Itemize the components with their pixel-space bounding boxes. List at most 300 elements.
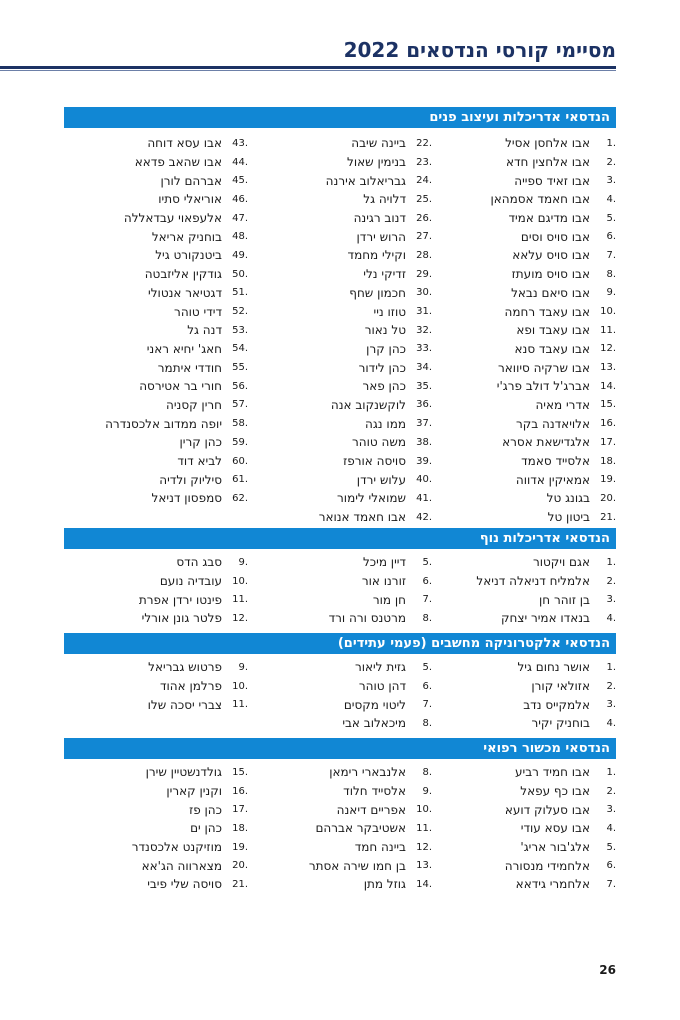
list-item: [432, 677, 616, 696]
item-number: 31.: [416, 306, 432, 318]
item-number: 2.: [606, 785, 616, 797]
item-number: 5.: [422, 661, 432, 673]
item-number: 9.: [422, 785, 432, 797]
list-item: [64, 414, 248, 433]
item-number: 12.: [416, 841, 432, 853]
graduate-name: פינטו ירדן אפרת: [138, 592, 222, 607]
list-item: [432, 134, 616, 153]
item-number: 44.: [232, 156, 248, 168]
graduate-name: אבו חאמד אנואר: [318, 510, 406, 525]
page-title: מסיימי קורסי הנדסאים 2022: [343, 38, 616, 62]
graduate-name: לוקשנקוב אנה: [330, 397, 406, 412]
list-item: [248, 658, 432, 677]
graduate-name: אבו מדיגם אמיד: [508, 211, 590, 226]
item-number: 6.: [422, 575, 432, 587]
item-number: 14.: [416, 878, 432, 890]
graduate-name: אבו סיאם נבאל: [511, 285, 590, 300]
graduate-name: מצארווה הג'אא: [141, 858, 222, 873]
names-column: [248, 134, 432, 526]
item-number: 32.: [416, 324, 432, 336]
item-number: 7.: [606, 878, 616, 890]
item-number: 6.: [606, 860, 616, 872]
graduate-name: בנאדו אמיר יצחק: [501, 611, 590, 626]
graduate-name: בגונג טל: [546, 491, 590, 506]
graduate-name: סויסה שלי פיבי: [147, 877, 222, 892]
section-header: הנדסאי אדריכלות נוף: [64, 528, 616, 549]
graduate-name: מיכאלוב אבי: [342, 716, 406, 731]
graduate-name: דלויה גל: [363, 192, 406, 207]
list-item: [64, 321, 248, 340]
list-item: [64, 658, 248, 677]
graduate-name: סמפסון דניאל: [151, 491, 222, 506]
list-item: [64, 433, 248, 452]
list-item: [248, 875, 432, 894]
graduate-name: בוחניק יקיר: [531, 716, 590, 731]
item-number: 10.: [600, 306, 616, 318]
item-number: 53.: [232, 324, 248, 336]
list-item: [432, 246, 616, 265]
item-number: 10.: [416, 804, 432, 816]
list-item: [432, 284, 616, 303]
list-item: [248, 433, 432, 452]
list-item: [432, 838, 616, 857]
item-number: 20.: [232, 860, 248, 872]
list-item: [248, 452, 432, 471]
item-number: 16.: [232, 785, 248, 797]
names-column: [432, 658, 616, 733]
item-number: 23.: [416, 156, 432, 168]
graduate-name: חאג' יחיא ראני: [146, 341, 222, 356]
list-item: [64, 134, 248, 153]
names-column: [248, 553, 432, 628]
item-number: 51.: [232, 287, 248, 299]
graduate-name: פלטר גונן אורלי: [141, 611, 222, 626]
item-number: 7.: [606, 249, 616, 261]
graduate-name: אלמליח דניאלה דניאל: [476, 574, 590, 589]
graduate-name: אדרי מאיה: [535, 397, 590, 412]
list-item: [248, 153, 432, 172]
list-item: [248, 819, 432, 838]
item-number: 5.: [606, 212, 616, 224]
graduate-name: אבו שהאב פדאא: [134, 155, 222, 170]
item-number: 10.: [232, 575, 248, 587]
graduate-name: בנימין שאול: [347, 155, 406, 170]
list-item: [64, 838, 248, 857]
section-landscape-architecture: [64, 528, 616, 629]
graduate-name: אמאיקין אדווה: [515, 472, 590, 487]
list-item: [64, 358, 248, 377]
graduate-name: סויסה אורפז: [343, 454, 406, 469]
list-item: [64, 819, 248, 838]
item-number: 37.: [416, 418, 432, 430]
item-number: 54.: [232, 343, 248, 355]
list-item: [432, 714, 616, 733]
names-column: [64, 658, 248, 714]
list-item: [432, 590, 616, 609]
graduate-name: אבו חמיד רביע: [515, 765, 590, 780]
graduate-name: וקילי מחמד: [347, 248, 406, 263]
item-number: 29.: [416, 268, 432, 280]
item-number: 17.: [600, 436, 616, 448]
item-number: 59.: [232, 436, 248, 448]
graduate-name: סבג הדס: [176, 555, 222, 570]
list-item: [432, 452, 616, 471]
graduate-name: אפריים דיאנה: [336, 802, 406, 817]
list-item: [64, 553, 248, 572]
list-item: [432, 396, 616, 415]
graduate-name: אושר נחום גיל: [517, 660, 590, 675]
list-item: [64, 452, 248, 471]
item-number: 6.: [422, 680, 432, 692]
graduate-name: דגטיאר אנטולי: [148, 285, 222, 300]
graduate-name: אלמקייס נדב: [523, 697, 590, 712]
list-item: [432, 508, 616, 527]
list-item: [432, 433, 616, 452]
graduate-name: אבו אלחסן אסיל: [505, 136, 590, 151]
graduate-name: גזית ליאור: [354, 660, 406, 675]
list-item: [248, 590, 432, 609]
section-body: [64, 658, 616, 734]
item-number: 15.: [600, 399, 616, 411]
item-number: 3.: [606, 804, 616, 816]
names-column: [64, 763, 248, 894]
section-body: [64, 553, 616, 629]
item-number: 16.: [600, 418, 616, 430]
list-item: [248, 838, 432, 857]
list-item: [64, 856, 248, 875]
graduate-name: ביינה חמד: [354, 840, 406, 855]
graduate-name: דיין מיכל: [362, 555, 406, 570]
item-number: 3.: [606, 175, 616, 187]
graduate-name: אבו עאבד סנא: [514, 341, 590, 356]
graduate-name: אבו עאבד ופא: [516, 323, 590, 338]
item-number: 33.: [416, 343, 432, 355]
item-number: 24.: [416, 175, 432, 187]
item-number: 3.: [606, 699, 616, 711]
graduate-name: צברי יסכה שלו: [147, 697, 222, 712]
list-item: [248, 302, 432, 321]
item-number: 13.: [600, 362, 616, 374]
item-number: 3.: [606, 594, 616, 606]
item-number: 55.: [232, 362, 248, 374]
list-item: [64, 246, 248, 265]
item-number: 19.: [232, 841, 248, 853]
item-number: 60.: [232, 455, 248, 467]
graduate-name: חכמון שחף: [349, 285, 406, 300]
names-column: [432, 763, 616, 894]
list-item: [432, 171, 616, 190]
list-item: [64, 171, 248, 190]
list-item: [64, 209, 248, 228]
graduate-name: בן חמו שירה אסתר: [308, 858, 406, 873]
graduate-name: זדיקי נלי: [363, 267, 406, 282]
list-item: [248, 470, 432, 489]
graduate-name: מוזיקנט אלכסנדר: [131, 840, 222, 855]
list-item: [432, 340, 616, 359]
list-item: [64, 265, 248, 284]
item-number: 62.: [232, 492, 248, 504]
graduate-name: גודקין אליזבטה: [144, 267, 222, 282]
list-item: [248, 396, 432, 415]
list-item: [248, 695, 432, 714]
item-number: 21.: [600, 511, 616, 523]
item-number: 1.: [606, 766, 616, 778]
graduate-name: ביינה שיבה: [351, 136, 406, 151]
section-body: [64, 134, 616, 529]
title-underline-thin: [0, 70, 616, 71]
names-column: [248, 658, 432, 733]
graduate-name: אבו אלחצין חדא: [505, 155, 590, 170]
item-number: 15.: [232, 766, 248, 778]
names-column: [432, 553, 616, 628]
list-item: [248, 340, 432, 359]
list-item: [64, 227, 248, 246]
list-item: [64, 470, 248, 489]
item-number: 4.: [606, 717, 616, 729]
graduate-name: דנה גל: [187, 323, 222, 338]
list-item: [248, 677, 432, 696]
list-item: [64, 489, 248, 508]
list-item: [64, 153, 248, 172]
graduate-name: ממו נגה: [365, 416, 406, 431]
item-number: 2.: [606, 156, 616, 168]
graduate-name: גוזל מתן: [363, 877, 406, 892]
item-number: 25.: [416, 193, 432, 205]
list-item: [248, 171, 432, 190]
graduate-name: אבו חאמד אסמהאן: [490, 192, 590, 207]
graduate-name: אלויאדנה בקר: [515, 416, 590, 431]
graduate-name: כהן פאר: [362, 379, 406, 394]
graduate-name: זורנו אור: [361, 574, 406, 589]
graduate-name: אלסייד חלוד: [343, 784, 406, 799]
item-number: 19.: [600, 474, 616, 486]
list-item: [64, 396, 248, 415]
list-item: [432, 302, 616, 321]
list-item: [64, 609, 248, 628]
list-item: [64, 590, 248, 609]
graduate-name: ביטון טל: [547, 510, 590, 525]
list-item: [432, 414, 616, 433]
graduate-name: וקנין קארין: [166, 784, 222, 799]
item-number: 35.: [416, 380, 432, 392]
item-number: 8.: [422, 717, 432, 729]
item-number: 52.: [232, 306, 248, 318]
item-number: 8.: [606, 268, 616, 280]
item-number: 11.: [416, 822, 432, 834]
graduate-name: חודדי איתמר: [157, 360, 222, 375]
list-item: [248, 414, 432, 433]
item-number: 1.: [606, 137, 616, 149]
item-number: 22.: [416, 137, 432, 149]
item-number: 9.: [238, 661, 248, 673]
graduate-name: אברג'ל דולב פרג'י: [496, 379, 590, 394]
list-item: [432, 875, 616, 894]
graduate-name: אבו סעלוק דועא: [504, 802, 590, 817]
graduate-name: אשטיבקר אברהם: [315, 821, 406, 836]
item-number: 48.: [232, 231, 248, 243]
item-number: 58.: [232, 418, 248, 430]
list-item: [432, 695, 616, 714]
item-number: 20.: [600, 492, 616, 504]
item-number: 50.: [232, 268, 248, 280]
list-item: [64, 302, 248, 321]
graduate-name: אבו עסא עודי: [520, 821, 590, 836]
item-number: 61.: [232, 474, 248, 486]
list-item: [432, 489, 616, 508]
graduate-name: גבריאלוב אירנה: [325, 173, 406, 188]
list-item: [432, 782, 616, 801]
page-number: 26: [599, 963, 616, 977]
item-number: 11.: [600, 324, 616, 336]
item-number: 9.: [238, 556, 248, 568]
names-column: [64, 553, 248, 628]
list-item: [64, 284, 248, 303]
list-item: [432, 609, 616, 628]
graduate-name: אלחמידי מנסורה: [504, 858, 590, 873]
item-number: 2.: [606, 575, 616, 587]
title-underline: [0, 66, 616, 69]
graduate-name: פרלמן אהוד: [159, 679, 222, 694]
item-number: 45.: [232, 175, 248, 187]
list-item: [64, 695, 248, 714]
item-number: 42.: [416, 511, 432, 523]
list-item: [432, 819, 616, 838]
list-item: [432, 265, 616, 284]
list-item: [432, 856, 616, 875]
graduate-name: משה טוהר: [352, 435, 406, 450]
item-number: 1.: [606, 556, 616, 568]
item-number: 4.: [606, 612, 616, 624]
item-number: 56.: [232, 380, 248, 392]
item-number: 18.: [232, 822, 248, 834]
graduate-name: פרטוש גבריאל: [148, 660, 222, 675]
list-item: [248, 284, 432, 303]
item-number: 8.: [422, 766, 432, 778]
graduate-name: אבו עסא דוחה: [147, 136, 222, 151]
graduate-name: אזולאי קורן: [531, 679, 590, 694]
item-number: 4.: [606, 822, 616, 834]
names-column: [432, 134, 616, 526]
list-item: [248, 856, 432, 875]
item-number: 5.: [422, 556, 432, 568]
item-number: 49.: [232, 249, 248, 261]
list-item: [432, 763, 616, 782]
list-item: [64, 782, 248, 801]
graduate-name: עלוש ירדן: [356, 472, 406, 487]
item-number: 8.: [422, 612, 432, 624]
list-item: [432, 553, 616, 572]
list-item: [64, 190, 248, 209]
graduate-name: עובדיה נועם: [159, 574, 222, 589]
list-item: [432, 800, 616, 819]
item-number: 27.: [416, 231, 432, 243]
item-number: 47.: [232, 212, 248, 224]
list-item: [248, 782, 432, 801]
graduate-name: טוזו ניי: [373, 304, 406, 319]
graduate-name: אבו סויס וסים: [520, 229, 590, 244]
list-item: [248, 763, 432, 782]
graduate-name: כהן קרין: [179, 435, 222, 450]
graduate-name: חרין קסניה: [165, 397, 222, 412]
item-number: 38.: [416, 436, 432, 448]
graduate-name: גולדנשטיין שירן: [145, 765, 222, 780]
graduate-name: אברהם לורן: [160, 173, 222, 188]
graduate-name: דהן טוהר: [358, 679, 406, 694]
item-number: 17.: [232, 804, 248, 816]
item-number: 5.: [606, 841, 616, 853]
list-item: [432, 227, 616, 246]
item-number: 21.: [232, 878, 248, 890]
list-item: [432, 470, 616, 489]
graduate-name: ביטנקורט גיל: [155, 248, 222, 263]
list-item: [432, 209, 616, 228]
item-number: 10.: [232, 680, 248, 692]
item-number: 41.: [416, 492, 432, 504]
list-item: [248, 190, 432, 209]
graduate-name: אלגדישאת אסרא: [502, 435, 590, 450]
list-item: [432, 190, 616, 209]
graduate-name: אלסייד סאמד: [521, 454, 590, 469]
list-item: [248, 508, 432, 527]
section-body: [64, 763, 616, 896]
list-item: [64, 677, 248, 696]
graduate-name: חורי בר אטירסה: [139, 379, 222, 394]
graduate-name: שמואלי לימור: [337, 491, 406, 506]
list-item: [432, 321, 616, 340]
item-number: 6.: [606, 231, 616, 243]
list-item: [248, 134, 432, 153]
section-medical-instrumentation: [64, 738, 616, 896]
list-item: [64, 763, 248, 782]
graduate-name: כהן לידור: [358, 360, 406, 375]
graduate-name: הרוש ירדן: [356, 229, 406, 244]
item-number: 30.: [416, 287, 432, 299]
graduate-name: חן מור: [372, 592, 406, 607]
graduate-name: אבו זאיד ספייה: [514, 173, 590, 188]
item-number: 7.: [422, 594, 432, 606]
graduate-name: אבו סויס מועתז: [511, 267, 590, 282]
list-item: [64, 340, 248, 359]
item-number: 43.: [232, 137, 248, 149]
item-number: 12.: [600, 343, 616, 355]
section-header: הנדסאי אדריכלות ועיצוב פנים: [64, 107, 616, 128]
graduate-name: אלנבארי רימאן: [329, 765, 406, 780]
list-item: [432, 358, 616, 377]
graduate-name: יופה ממדוב אלכסנדרה: [105, 416, 222, 431]
graduate-name: אבו סויס עלאא: [512, 248, 590, 263]
item-number: 12.: [232, 612, 248, 624]
graduate-name: לביא דוד: [177, 454, 222, 469]
item-number: 9.: [606, 287, 616, 299]
list-item: [432, 658, 616, 677]
item-number: 36.: [416, 399, 432, 411]
item-number: 7.: [422, 699, 432, 711]
item-number: 18.: [600, 455, 616, 467]
section-electronics-computers: [64, 633, 616, 734]
list-item: [432, 153, 616, 172]
list-item: [248, 489, 432, 508]
graduate-name: טל נאור: [364, 323, 406, 338]
list-item: [248, 553, 432, 572]
graduate-name: ליטוי מקסים: [343, 697, 406, 712]
graduate-name: בן זוהר חן: [539, 592, 590, 607]
list-item: [248, 377, 432, 396]
list-item: [64, 875, 248, 894]
item-number: 57.: [232, 399, 248, 411]
item-number: 2.: [606, 680, 616, 692]
graduate-name: דנוב רגינה: [353, 211, 406, 226]
graduate-name: דידי טוהר: [174, 304, 222, 319]
